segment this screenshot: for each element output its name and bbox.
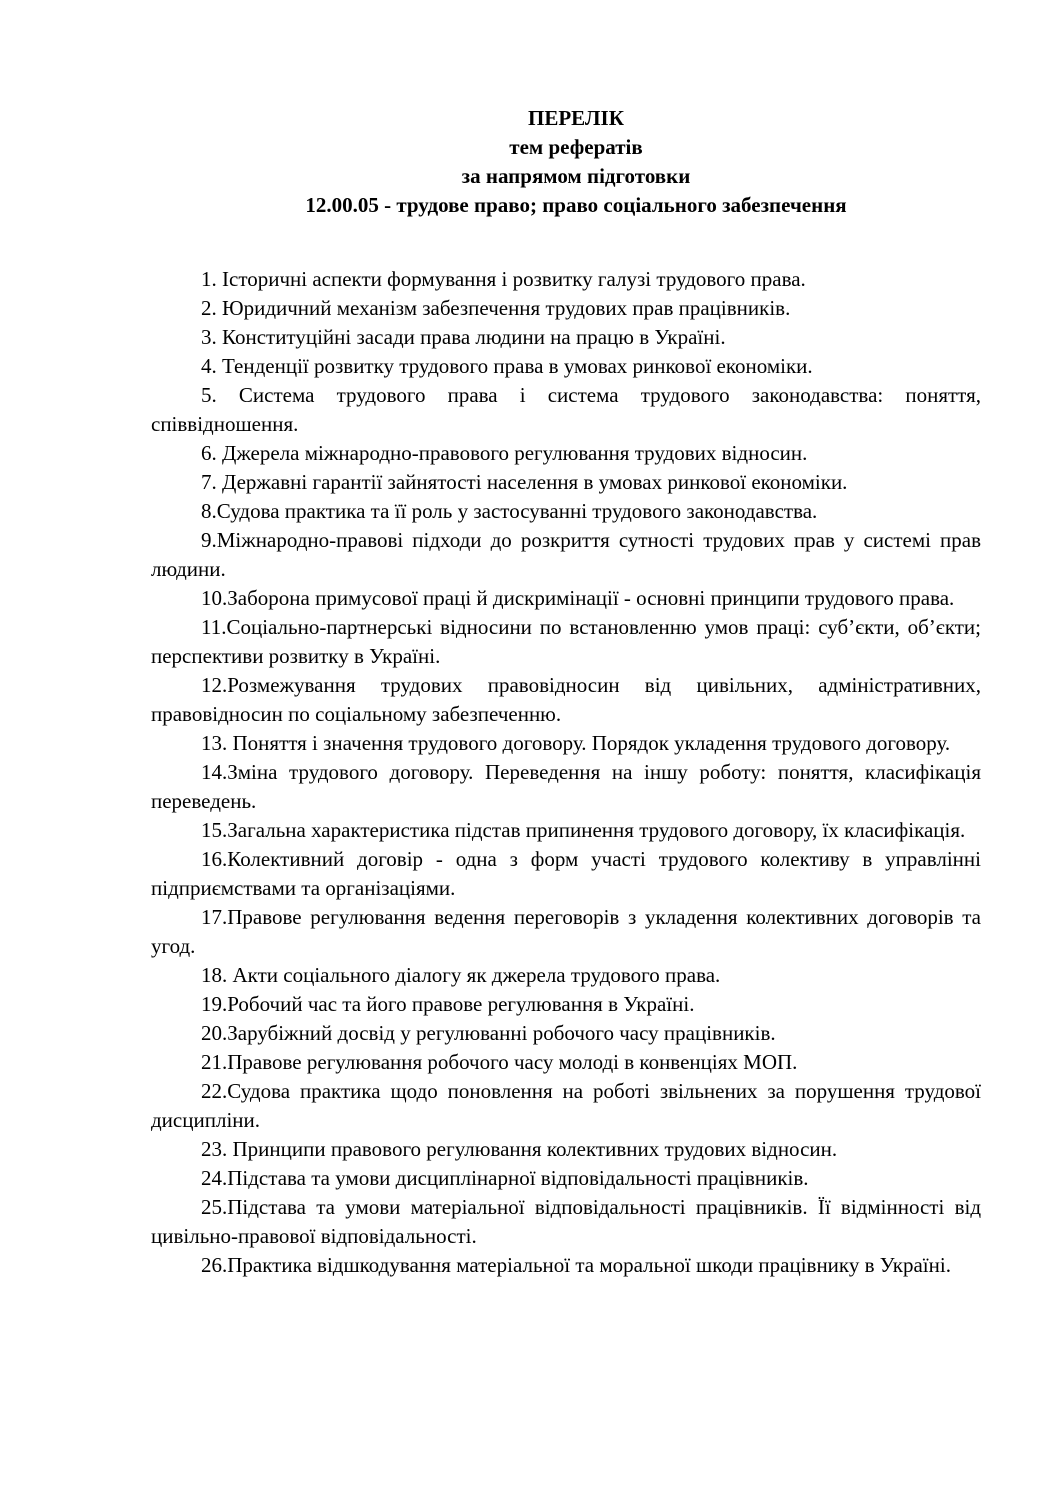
topic-item: 13. Поняття і значення трудового договору. Порядок укладення трудового договору.	[201, 731, 951, 755]
document-page	[151, 104, 981, 1280]
topic-item: 9.Міжнародно-правові підходи до розкриття сутності трудових прав у системі прав людини.	[151, 528, 981, 581]
topic-item: 24.Підстава та умови дисциплінарної відповідальності працівників.	[201, 1166, 809, 1190]
document-heading	[171, 104, 981, 220]
topic-item: 8.Судова практика та її роль у застосуванні трудового законодавства.	[201, 499, 818, 523]
topic-item: 3. Конституційні засади права людини на працю в Україні.	[201, 325, 726, 349]
topic-item: 5. Система трудового права і система трудового законодавства: поняття, співвідношення.	[151, 383, 981, 436]
topic-item: 16.Колективний договір - одна з форм участі трудового колективу в управлінні підприємствами та організаціями.	[151, 847, 981, 900]
topic-item: 7. Державні гарантії зайнятості населення в умовах ринкової економіки.	[201, 470, 848, 494]
topic-item: 6. Джерела міжнародно-правового регулювання трудових відносин.	[201, 441, 808, 465]
heading-specialty: 12.00.05 - трудове право; право соціального забезпечення	[305, 193, 847, 217]
topic-item: 17.Правове регулювання ведення переговорів з укладення колективних договорів та угод.	[151, 905, 981, 958]
heading-subtitle: тем рефератів	[509, 135, 643, 159]
topic-item: 23. Принципи правового регулювання колективних трудових відносин.	[201, 1137, 838, 1161]
topics-list	[151, 265, 981, 1280]
topic-item: 2. Юридичний механізм забезпечення трудових прав працівників.	[201, 296, 791, 320]
heading-direction: за напрямом підготовки	[461, 164, 691, 188]
topic-item: 20.Зарубіжний досвід у регулюванні робочого часу працівників.	[201, 1021, 776, 1045]
topic-item: 14.Зміна трудового договору. Переведення на іншу роботу: поняття, класифікація переведень.	[151, 760, 981, 813]
topic-item: 12.Розмежування трудових правовідносин від цивільних, адміністративних, правовідносин по соціальному забезпеченню.	[151, 673, 981, 726]
topic-item: 19.Робочий час та його правове регулювання в Україні.	[201, 992, 695, 1016]
topic-item: 18. Акти соціального діалогу як джерела трудового права.	[201, 963, 721, 987]
topic-item: 15.Загальна характеристика підстав припинення трудового договору, їх класифікація.	[201, 818, 966, 842]
topic-item: 22.Судова практика щодо поновлення на роботі звільнених за порушення трудової дисципліни.	[151, 1079, 981, 1132]
topic-item: 1. Історичні аспекти формування і розвитку галузі трудового права.	[201, 267, 806, 291]
topic-item: 4. Тенденції розвитку трудового права в умовах ринкової економіки.	[201, 354, 813, 378]
topic-item: 21.Правове регулювання робочого часу молоді в конвенціях МОП.	[201, 1050, 798, 1074]
topic-item: 10.Заборона примусової праці й дискримінації - основні принципи трудового права.	[201, 586, 955, 610]
topic-item: 11.Соціально-партнерські відносини по встановленню умов праці: суб’єкти, об’єкти; перспективи розвитку в Україні.	[151, 615, 981, 668]
topic-item: 26.Практика відшкодування матеріальної та моральної шкоди працівнику в Україні.	[201, 1253, 951, 1277]
topic-item: 25.Підстава та умови матеріальної відповідальності працівників. Її відмінності від цивільно-правової відповідальності.	[151, 1195, 981, 1248]
heading-title: ПЕРЕЛІК	[528, 106, 624, 130]
